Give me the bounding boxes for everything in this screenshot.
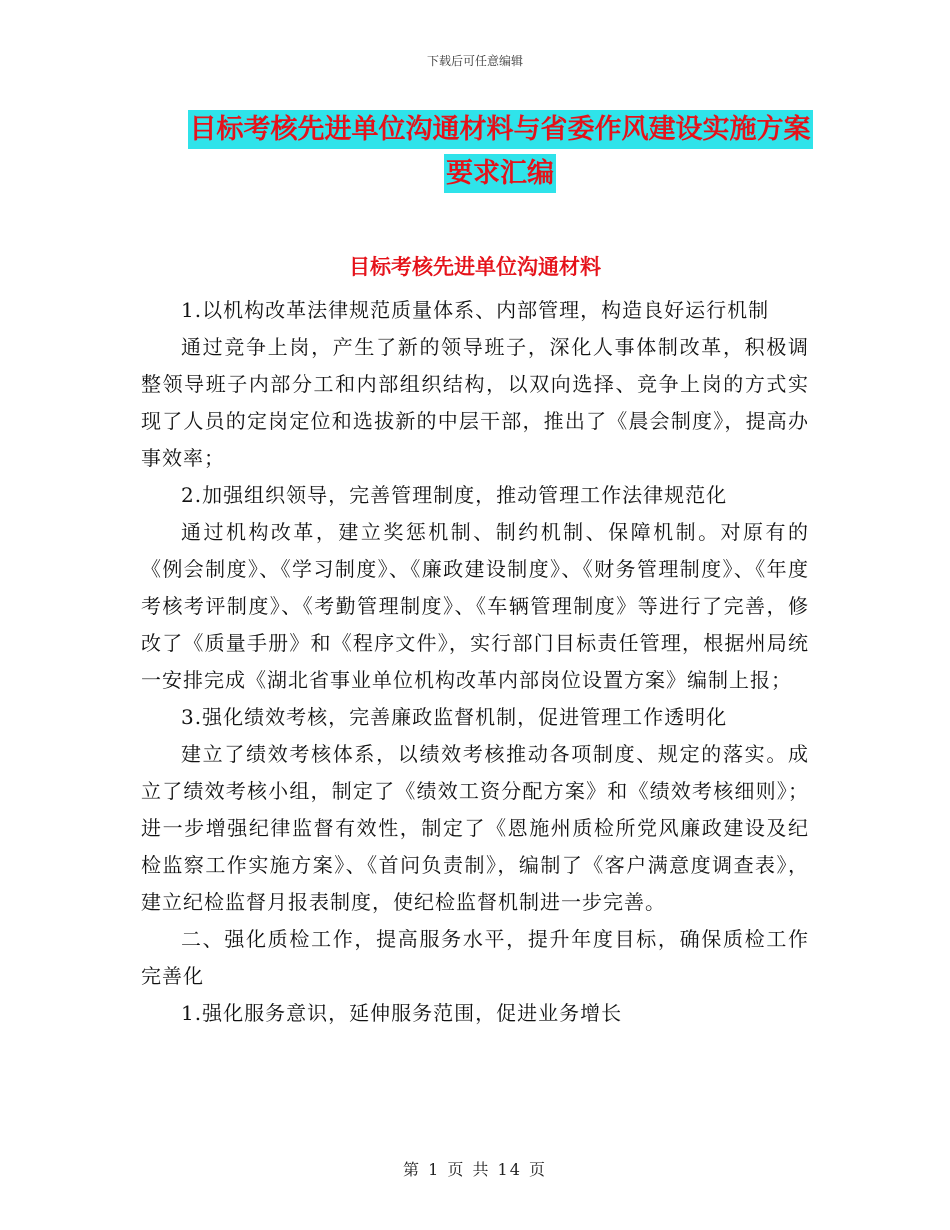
document-title-line-2 <box>150 160 850 187</box>
paragraph-heading-2: 2.加强组织领导，完善管理制度，推动管理工作法律规范化 <box>181 483 728 507</box>
paragraph-heading-1: 1.以机构改革法律规范质量体系、内部管理，构造良好运行机制 <box>181 298 770 322</box>
document-title-text-2: 要求汇编 <box>444 154 556 193</box>
download-note: 下载后可任意编辑 <box>426 54 523 68</box>
paragraph-section-heading: 二、强化质检工作，提高服务水平，提升年度目标，确保质检工作完善化 <box>141 927 809 988</box>
paragraph: 通过机构改革，建立奖惩机制、制约机制、保障机制。对原有的《例会制度》、《学习制度》、《廉政建设制度》、《财务管理制度》、《年度考核考评制度》、《考勤管理制度》、《车辆管理制度》等进行了完善，修改了《质量手册》和《程序文件》，实行部门目标责任管理，根据州局统一安排完成《湖北省事业单位机构改革内部岗位设置方案》编制上报； <box>141 520 809 692</box>
document-body <box>141 292 809 1032</box>
page-number: 第 1 页 共 14 页 <box>403 1160 547 1179</box>
document-title-text-1: 目标考核先进单位沟通材料与省委作风建设实施方案 <box>188 110 813 149</box>
section-title: 目标考核先进单位沟通材料 <box>349 255 601 279</box>
paragraph-heading-4: 1.强化服务意识，延伸服务范围，促进业务增长 <box>181 1001 623 1025</box>
paragraph: 通过竞争上岗，产生了新的领导班子，深化人事体制改革，积极调整领导班子内部分工和内部组织结构，以双向选择、竞争上岗的方式实现了人员的定岗定位和选拔新的中层干部，推出了《晨会制度》，提高办事效率； <box>141 335 809 470</box>
paragraph-heading-3: 3.强化绩效考核，完善廉政监督机制，促进管理工作透明化 <box>181 705 728 729</box>
paragraph: 建立了绩效考核体系，以绩效考核推动各项制度、规定的落实。成立了绩效考核小组，制定了《绩效工资分配方案》和《绩效考核细则》；进一步增强纪律监督有效性，制定了《恩施州质检所党风廉政建设及纪检监察工作实施方案》、《首问负责制》，编制了《客户满意度调查表》，建立纪检监督月报表制度，使纪检监督机制进一步完善。 <box>141 742 809 914</box>
document-title-line-1 <box>150 116 850 143</box>
